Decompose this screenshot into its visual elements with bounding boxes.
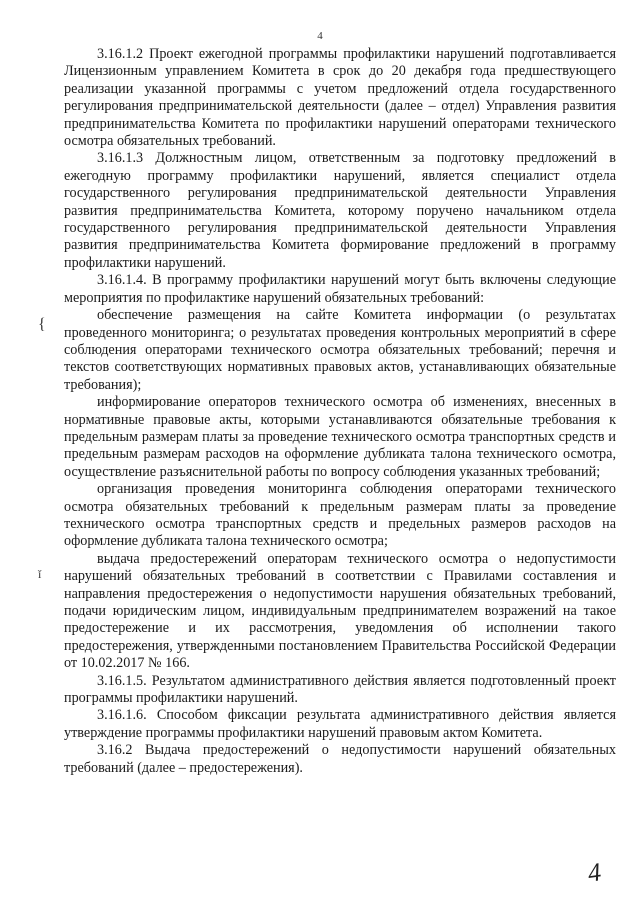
document-body — [64, 46, 616, 777]
margin-mark: { — [38, 316, 46, 333]
list-item-monitoring: организация проведения мониторинга соблюдения операторами технического осмотра обязательных требований к предельным размерам платы за проведение технического осмотра транспортных средств и предельных размеров расходов на оформление дубликата талона технического осмотра; — [64, 481, 616, 550]
margin-mark: ǐ — [38, 567, 42, 581]
paragraph-3-16-1-6: 3.16.1.6. Способом фиксации результата административного действия является утверждение программы профилактики нарушений правовым актом Комитета. — [64, 707, 616, 741]
handwritten-page-mark: 4 — [585, 857, 603, 888]
list-item-warnings: выдача предостережений операторам технического осмотра о недопустимости нарушений обязательных требований в соответствии с Правилами составления и направления предостережения о недопустимости нарушения обязательных требований, подачи юридическим лицом, индивидуальным предпринимателем возражений на такое предостережение и их рассмотрения, уведомления об исполнении такого предостережения, утвержденными постановлением Правительства Российской Федерации от 10.02.2017 № 166. — [64, 550, 616, 672]
paragraph-3-16-1-3: 3.16.1.3 Должностным лицом, ответственным за подготовку предложений в ежегодную программу профилактики нарушений, является специалист отдела государственного регулирования предпринимательской деятельности Управления развития предпринимательства Комитета, которому поручено начальником отдела государственного регулирования предпринимательской деятельности Управления развития предпринимательства Комитета формирование предложений в программу профилактики нарушений. — [64, 150, 616, 271]
paragraph-3-16-2: 3.16.2 Выдача предостережений о недопустимости нарушений обязательных требований (далее – предостережения). — [64, 742, 616, 776]
paragraph-3-16-1-4: 3.16.1.4. В программу профилактики нарушений могут быть включены следующие мероприятия по профилактике нарушений обязательных требований: — [64, 272, 616, 306]
paragraph-3-16-1-2: 3.16.1.2 Проект ежегодной программы профилактики нарушений подготавливается Лицензионным управлением Комитета в срок до 20 декабря года предшествующего реализации указанной программы с учетом предложений отдела государственного регулирования предпринимательской деятельности (далее – отдел) Управления развития предпринимательства Комитета по профилактики нарушений операторами технического осмотра обязательных требований. — [64, 46, 616, 150]
paragraph-3-16-1-5: 3.16.1.5. Результатом административного действия является подготовленный проект программы профилактики нарушений. — [64, 672, 616, 707]
list-item-informing: информирование операторов технического осмотра об изменениях, внесенных в нормативные правовые акты, которыми устанавливаются обязательные требования к предельным размерам платы за проведение технического осмотра транспортных средств и предельным размерам расходов на оформление дубликата талона технического осмотра, осуществление разъяснительной работы по вопросу соблюдения указанных требований; — [64, 394, 616, 480]
page-number: 4 — [317, 30, 323, 42]
list-item-website-info: обеспечение размещения на сайте Комитета информации (о результатах проведенного мониторинга; о результатах проведения контрольных мероприятий в сфере соблюдения операторами технического осмотра обязательных требований; перечня и текстов соответствующих нормативных правовых актов, устанавливающих обязательные требования); — [64, 307, 616, 393]
